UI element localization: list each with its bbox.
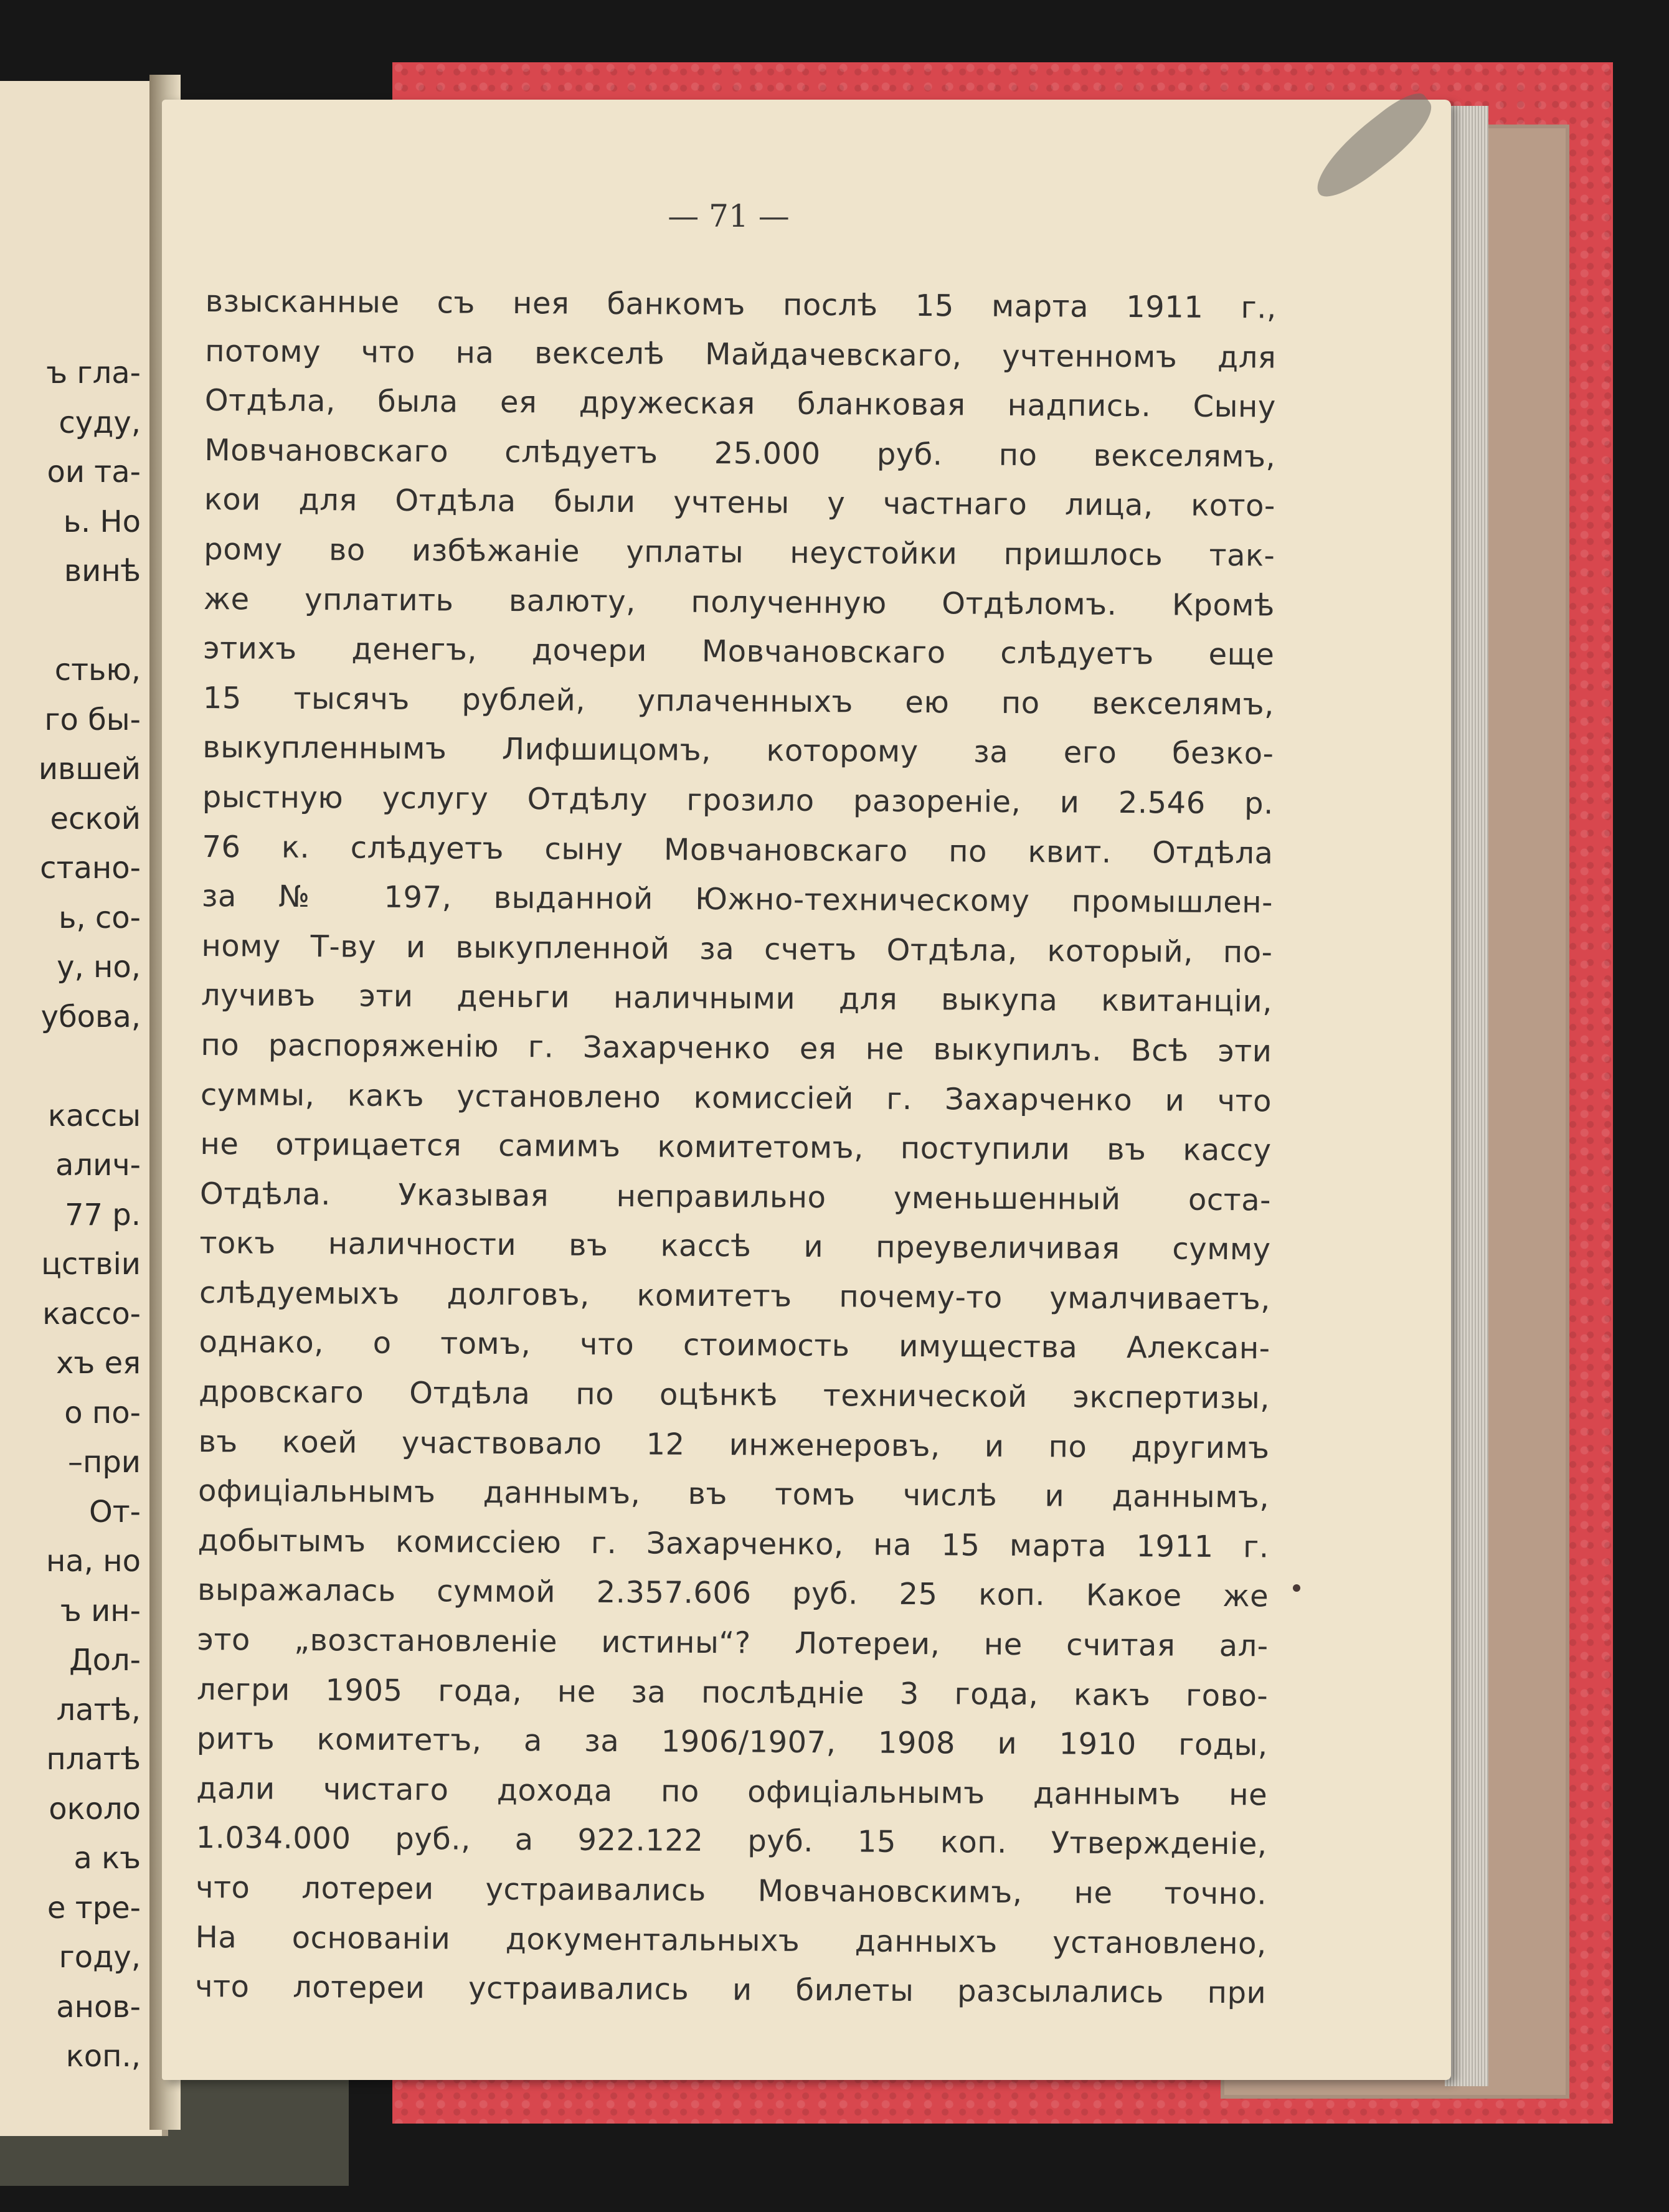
left-page-line: цствіи: [41, 1247, 141, 1282]
left-page-line: Дол-: [69, 1643, 141, 1678]
text-line: офиціальнымъ даннымъ, въ томъ числѣ и даннымъ,: [197, 1473, 1270, 1515]
text-line: взысканные съ нея банкомъ послѣ 15 марта 1911 г.,: [205, 283, 1277, 326]
text-line: На основаніи документальныхъ данныхъ установлено,: [195, 1919, 1267, 1962]
text-line: что лотереи устраивались и билеты разсылались при: [195, 1969, 1267, 2011]
left-page-line: около: [49, 1791, 141, 1827]
left-page-line: кассы: [47, 1098, 141, 1133]
text-line: же уплатить валюту, полученную Отдѣломъ. Кромѣ: [203, 581, 1275, 623]
text-line: суммы, какъ установлено комиссіей г. Захарченко и что: [200, 1077, 1272, 1118]
text-line: ному Т-ву и выкупленной за счетъ Отдѣла, который, по-: [201, 928, 1273, 970]
left-page-line: хъ ея: [56, 1346, 141, 1381]
text-line: легри 1905 года, не за послѣдніе 3 года, какъ гово-: [196, 1671, 1269, 1714]
text-line: 1.034.000 руб., а 922.122 руб. 15 коп. Утвержденіе,: [196, 1820, 1267, 1862]
left-page-line: убова,: [40, 999, 141, 1034]
left-page-line: е тре-: [47, 1890, 141, 1926]
text-line: слѣдуемыхъ долговъ, комитетъ почему-то умалчиваетъ,: [199, 1275, 1271, 1317]
left-page-line: [0, 1042, 149, 1092]
left-page-line: ь, со-: [59, 900, 141, 935]
text-line: дали чистаго дохода по офиціальнымъ даннымъ не: [196, 1770, 1268, 1813]
left-page-line: кассо-: [42, 1296, 141, 1331]
left-page-line: ившей: [38, 752, 141, 787]
left-page-line: винѣ: [64, 554, 141, 588]
text-line: 76 к. слѣдуетъ сыну Мовчановскаго по квит. Отдѣла: [202, 829, 1274, 871]
page-body-text: [195, 277, 1277, 2018]
text-line: выкупленнымъ Лифшицомъ, которому за его безко-: [202, 730, 1274, 772]
left-page-line: о по-: [64, 1395, 141, 1430]
text-line: добытымъ комиссіею г. Захарченко, на 15 марта 1911 г.: [197, 1523, 1269, 1565]
text-line: этихъ денегъ, дочери Мовчановскаго слѣдуетъ еще: [203, 631, 1275, 673]
left-page-line: а къ: [73, 1841, 141, 1876]
left-page-line: стью,: [54, 653, 141, 688]
text-line: за № 197, выданной Южно-техническому промышлен-: [201, 879, 1274, 920]
left-page-line: у, но,: [57, 950, 141, 985]
left-page-line: ои та-: [47, 455, 141, 489]
left-page-line: ь. Но: [63, 504, 141, 539]
left-page-line: 77 р.: [64, 1197, 141, 1232]
text-line: не отрицается самимъ комитетомъ, поступили въ кассу: [200, 1127, 1272, 1168]
text-line: потому что на векселѣ Майдачевскаго, учтенномъ для: [205, 333, 1277, 376]
left-page-line: анов-: [56, 1989, 141, 2025]
left-page-line: еской: [50, 801, 141, 836]
text-line: Отдѣла. Указывая неправильно уменьшенный оста-: [199, 1176, 1272, 1218]
left-page: [0, 81, 168, 2136]
text-line: однако, о томъ, что стоимость имущества Алексан-: [199, 1325, 1270, 1366]
text-line: лучивъ эти деньги наличными для выкупа квитанціи,: [201, 978, 1273, 1019]
left-page-line: стано-: [40, 851, 141, 886]
text-line: по распоряженію г. Захарченко ея не выкупилъ. Всѣ эти: [201, 1027, 1272, 1069]
left-page-line: году,: [59, 1940, 141, 1975]
text-line: это „возстановленіе истины“? Лотереи, не считая ал-: [197, 1622, 1269, 1664]
text-line: кои для Отдѣла были учтены у частнаго лица, кото-: [204, 482, 1275, 524]
text-line: Мовчановскаго слѣдуетъ 25.000 руб. по векселямъ,: [204, 432, 1276, 475]
text-line: дровскаго Отдѣла по оцѣнкѣ технической экспертизы,: [198, 1374, 1270, 1416]
left-page-line: на, но: [45, 1544, 141, 1579]
text-line: въ коей участвовало 12 инженеровъ, и по другимъ: [198, 1424, 1270, 1466]
left-page-line: ъ гла-: [46, 356, 141, 390]
left-page-line: От-: [88, 1494, 141, 1529]
page-edges: [1445, 106, 1488, 2086]
text-line: токъ наличности въ кассѣ и преувеличивая сумму: [199, 1226, 1271, 1267]
text-line: рому во избѣжаніе уплаты неустойки пришлось так-: [204, 531, 1275, 574]
left-page-line: латѣ,: [56, 1692, 141, 1728]
left-page-line: платѣ: [46, 1742, 141, 1777]
left-page-line: –при: [67, 1445, 141, 1480]
page-number: — 71 —: [668, 198, 790, 234]
left-page-line: алич-: [55, 1148, 141, 1183]
text-line: рыстную услугу Отдѣлу грозило разореніе, и 2.546 р.: [202, 779, 1274, 821]
left-page-line: коп.,: [65, 2039, 141, 2074]
text-line: Отдѣла, была ея дружеская бланковая надпись. Сыну: [204, 383, 1276, 425]
left-page-line: го бы-: [44, 702, 141, 737]
text-line: выражалась суммой 2.357.606 руб. 25 коп. Какое же: [197, 1572, 1269, 1614]
left-page-line: [0, 597, 149, 646]
left-page-line: суду,: [59, 405, 141, 440]
left-page-line: ъ ин-: [60, 1593, 141, 1628]
text-line: ритъ комитетъ, а за 1906/1907, 1908 и 1910 годы,: [196, 1721, 1268, 1763]
text-line: что лотереи устраивались Мовчановскимъ, не точно.: [196, 1869, 1267, 1912]
text-line: 15 тысячъ рублей, уплаченныхъ ею по векселямъ,: [202, 680, 1275, 722]
left-page-text: [0, 349, 149, 2082]
ink-dot: [1293, 1584, 1300, 1592]
